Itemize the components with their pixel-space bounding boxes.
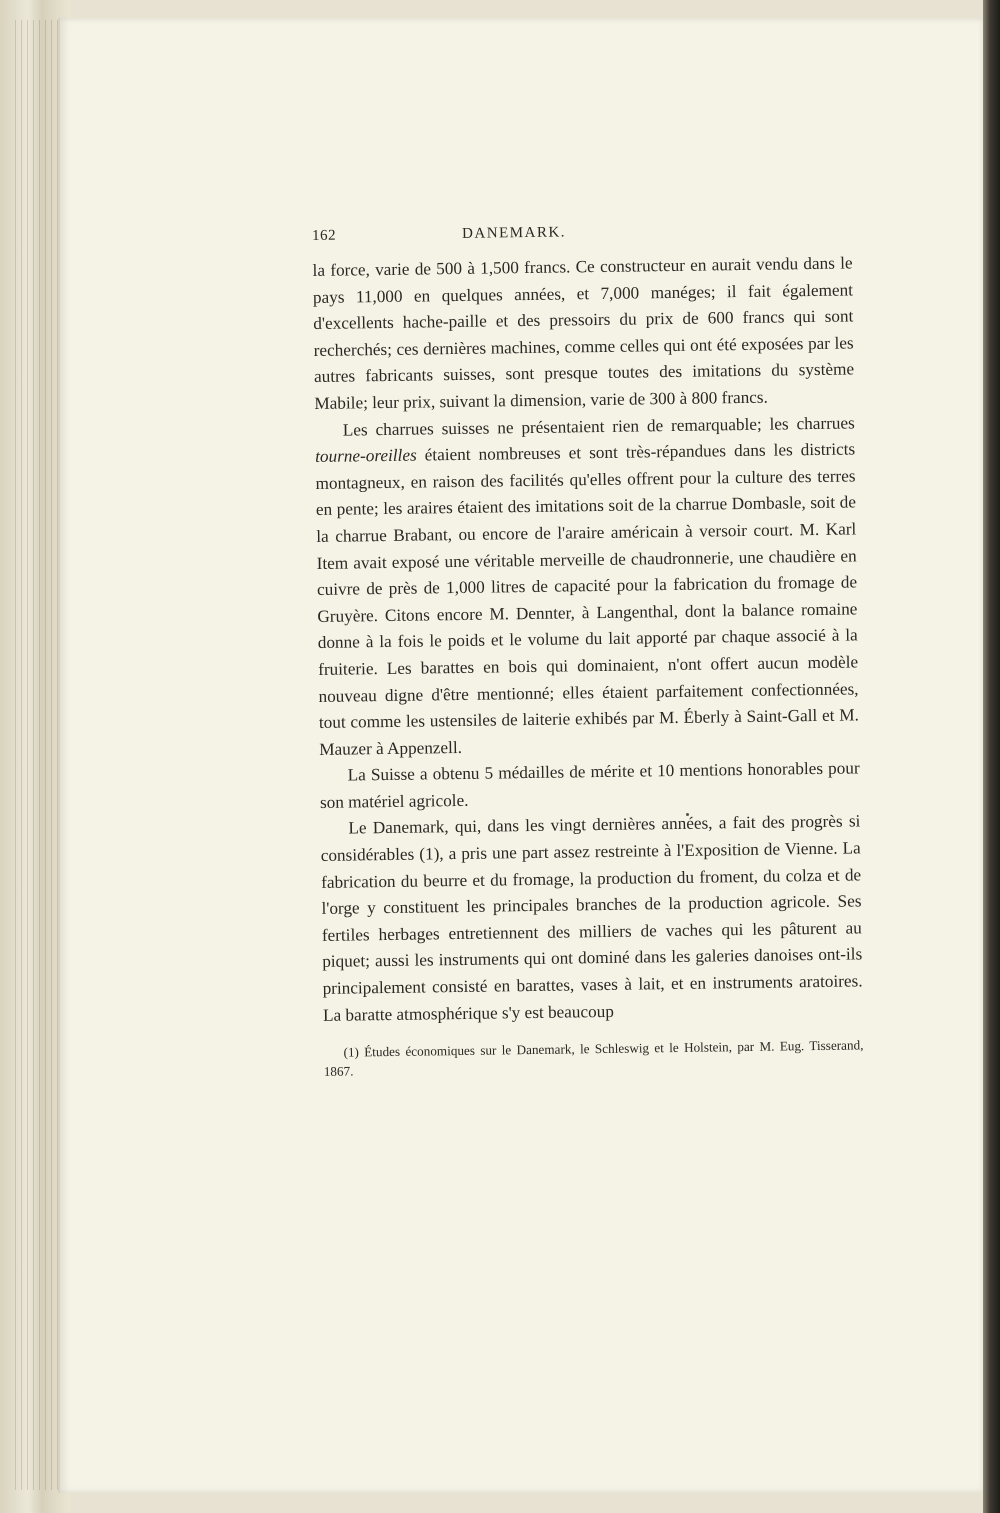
paragraph-3: La Suisse a obtenu 5 médailles de mérite et 10 mentions honorables pour son matériel agricole. xyxy=(319,758,860,812)
paragraph-2-start: Les charrues suisses ne présentaient rien de remarquable; les charrues xyxy=(342,413,855,440)
facing-page-shadow xyxy=(983,0,1000,1513)
paragraph-2-italic-term: tourne-oreilles xyxy=(315,445,417,467)
page-text-block xyxy=(312,220,864,1094)
paragraph-1: la force, varie de 500 à 1,500 francs. Ce constructeur en aurait vendu dans le pays 11,000 en quelques années, et 7,000 manéges; il fait également d'excellents hache-paille et des pressoirs du prix de 600 francs qui sont recherchés; ces dernières machines, comme celles qui ont été exposées par les autres fabricants suisses, sont presque toutes des imitations du système Mabile; leur prix, suivant la dimension, varie de 300 à 800 francs. xyxy=(312,253,855,413)
stacked-page-lines xyxy=(10,20,58,1490)
page-number: 162 xyxy=(312,227,337,244)
footnote: (1) Études économiques sur le Danemark, le Schleswig et le Holstein, par M. Eug. Tisserand, 1867. xyxy=(323,1037,864,1080)
running-head: DANEMARK. xyxy=(461,224,567,242)
paragraph-4: Le Danemark, qui, dans les vingt dernières années, a fait des progrès si considérables (1), a pris une part assez restreinte à l'Exposition de Vienne. La fabrication du beurre et du fromage, la production du froment, du colza et de l'orge y constituent les principales branches de la production agricole. Ses fertiles herbages entretiennent des milliers de vaches qui les pâturent au piquet; aussi les instruments qui ont dominé dans les galeries danoises ont-ils principalement consisté en barattes, vases à lait, et en instruments aratoires. La baratte atmosphérique s'y est beaucoup xyxy=(320,811,863,1025)
paragraph-2-rest: étaient nombreuses et sont très-répandues dans les districts montagneux, en raison des facilités qu'elles offrent pour la culture des terres en pente; les araires étaient des imitations soit de la charrue Dombasle, soit de la charrue Brabant, ou encore de l'araire américain à versoir court. M. Karl Item avait exposé une véritable merveille de chaudronnerie, une chaudière en cuivre de près de 1,000 litres de capacité pour la fabrication du fromage de Gruyère. Citons encore M. Dennter, à Langenthal, dont la balance romaine donne à la fois le poids et le volume du lait apporté par chaque associé à la fruiterie. Les barattes en bois qui dominaient, n'ont offert aucun modèle nouveau digne d'être mentionné; elles étaient parfaitement confectionnées, tout comme les ustensiles de laiterie exhibés par M. Éberly à Saint-Gall et M. Mauzer à Appenzell. xyxy=(315,439,859,759)
paragraph-2 xyxy=(315,410,860,763)
